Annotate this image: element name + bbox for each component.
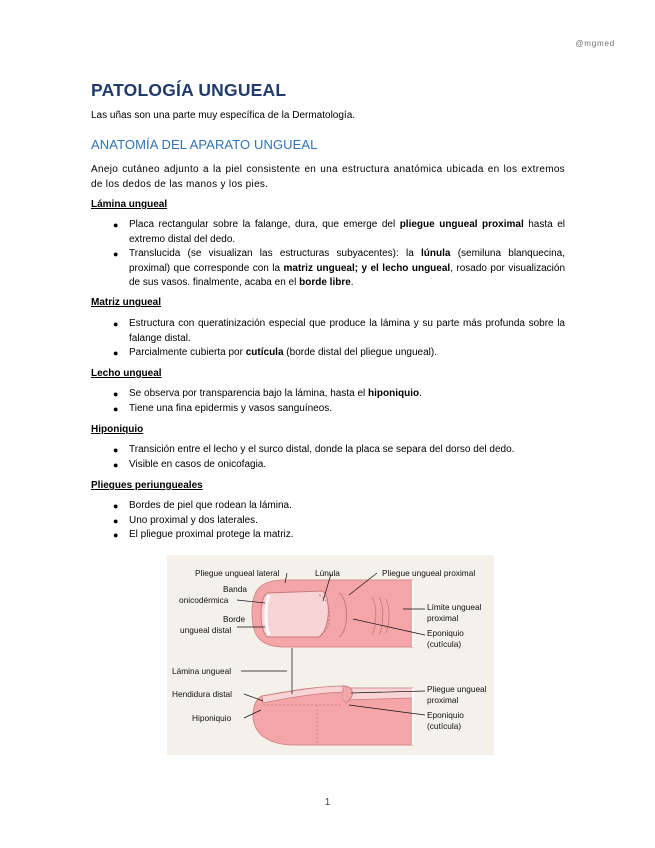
list-item: ● Tiene una fina epidermis y vasos sanguíneos.: [91, 402, 565, 417]
label-eponiquio-bottom: Eponiquio: [427, 710, 464, 720]
list-item: ● Transición entre el lecho y el surco distal, donde la placa se separa del dorso del dedo.: [91, 443, 565, 458]
label-pliegue-lateral: Pliegue ungueal lateral: [195, 568, 280, 578]
subheading-lamina: Lámina ungueal: [91, 199, 168, 210]
label-cuticula-top: (cutícula): [427, 639, 462, 649]
definition-paragraph: Anejo cutáneo adjunto a la piel consistente en una estructura anatómica ubicada en los extremos de los dedos de las manos y los pies.: [91, 164, 565, 190]
label-ungueal-distal: ungueal distal: [180, 625, 232, 635]
subheading-hiponiquio: Hiponiquio: [91, 424, 144, 435]
list-item: ● Estructura con queratinización especial que produce la lámina y su parte más profunda sobre la falange distal.: [113, 318, 565, 344]
bullet-icon: ●: [113, 530, 119, 540]
list-lecho: [91, 387, 565, 416]
label-banda: Banda: [223, 584, 247, 594]
label-cuticula-bottom: (cutícula): [427, 721, 462, 731]
label-lunula: Lúnula: [315, 568, 340, 578]
subheading-matriz: Matriz ungueal: [91, 297, 162, 308]
bullet-icon: ●: [113, 249, 119, 259]
list-item: ● Parcialmente cubierta por cutícula (borde distal del pliegue ungueal).: [91, 346, 565, 361]
finger-dorsal-illustration: [252, 580, 413, 647]
nail-anatomy-figure: [167, 555, 494, 755]
bullet-icon: ●: [113, 319, 119, 329]
list-item: ● Se observa por transparencia bajo la lámina, hasta el hiponiquio.: [91, 387, 565, 402]
label-pliegue-bottom: Pliegue ungueal: [427, 684, 487, 694]
list-lamina: [91, 218, 565, 291]
author-tag: @mgmed: [575, 39, 615, 48]
label-limite-ungueal: Límite ungueal: [427, 602, 482, 612]
subheading-lecho: Lecho ungueal: [91, 368, 162, 379]
bullet-icon: ●: [113, 445, 119, 455]
list-pliegues: [91, 499, 565, 543]
label-proximal-bottom: proximal: [427, 695, 459, 705]
label-eponiquio-top: Eponiquio: [427, 628, 464, 638]
bullet-icon: ●: [113, 220, 119, 230]
list-item: ● Translucida (se visualizan las estructuras subyacentes): la lúnula (semiluna blanquecina, proximal) que corresponde con la matriz ungueal; y el lecho ungueal, rosado por visualización de sus vasos. finalmente, acaba en el borde libre.: [113, 248, 566, 288]
list-item: ● Visible en casos de onicofagia.: [91, 458, 565, 473]
section-title: ANATOMÍA DEL APARATO UNGUEAL: [91, 137, 318, 152]
label-pliegue-proximal-top: Pliegue ungueal proximal: [382, 568, 476, 578]
label-onicodermica: onicodérmica: [179, 595, 229, 605]
label-borde: Borde: [223, 614, 246, 624]
list-hiponiquio: [91, 443, 565, 472]
bullet-icon: ●: [113, 501, 119, 511]
page-number: 1: [324, 797, 331, 808]
label-hendidura: Hendidura distal: [172, 689, 232, 699]
bullet-icon: ●: [113, 389, 119, 399]
page-title: PATOLOGÍA UNGUEAL: [91, 80, 287, 100]
bullet-icon: ●: [113, 348, 119, 358]
label-hiponiquio: Hiponiquio: [192, 713, 232, 723]
list-item: ● Bordes de piel que rodean la lámina.: [91, 499, 565, 514]
label-limite-proximal: proximal: [427, 613, 459, 623]
bullet-icon: ●: [113, 459, 119, 470]
list-item: ● Placa rectangular sobre la falange, dura, que emerge del pliegue ungueal proximal hasta el extremo distal del dedo.: [113, 219, 565, 245]
nail-anatomy-diagram: [167, 555, 494, 755]
list-matriz: [91, 317, 565, 361]
label-lamina: Lámina ungueal: [172, 666, 232, 676]
subheading-pliegues: Pliegues periungueales: [91, 480, 203, 491]
intro-text: Las uñas son una parte muy específica de la Dermatología.: [91, 110, 356, 121]
list-item: ● Uno proximal y dos laterales.: [91, 514, 565, 529]
bullet-icon: ●: [113, 515, 119, 526]
list-item: ● El pliegue proximal protege la matriz.: [91, 528, 565, 543]
bullet-icon: ●: [113, 403, 119, 414]
finger-section-illustration: [253, 686, 413, 745]
